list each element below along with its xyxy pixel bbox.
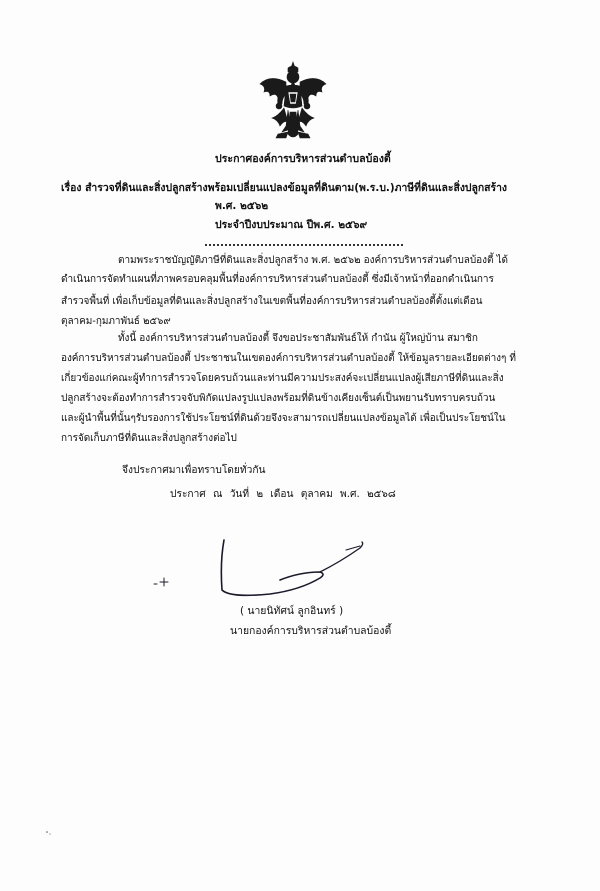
paragraph-2-line-6: การจัดเก็บภาษีที่ดินและสิ่งปลูกสร้างต่อไป (61, 433, 237, 444)
subject-line: เรื่อง สำรวจที่ดินและสิ่งปลูกสร้างพร้อมเปลี่ยนแปลงข้อมูลที่ดินตาม(พ.ร.บ.)ภาษีที่ดินและสิ่งปลูกสร้าง (61, 182, 507, 194)
act-year: พ.ศ. ๒๕๖๒ (215, 200, 269, 212)
signer-title: นายกองค์การบริหารส่วนตำบลบ้องตี้ (230, 625, 392, 637)
announcement-dateline: ประกาศ ณ วันที่ ๒ เดือน ตุลาคม พ.ศ. ๒๕๖๘ (170, 489, 396, 500)
paragraph-2-line-1: ทั้งนี้ องค์การบริหารส่วนตำบลบ้องตี้ จึงขอประชาสัมพันธ์ให้ กำนัน ผู้ใหญ่บ้าน สมาชิก (118, 333, 478, 344)
signer-name: ( นายนิทัศน์ ลูกอินทร์ ) (240, 605, 344, 617)
paragraph-2-line-2: องค์การบริหารส่วนตำบลบ้องตี้ ประชาชนในเขตองค์การบริหารส่วนตำบลบ้องตี้ ให้ข้อมูลรายละเอียดต่างๆ ที่ (61, 353, 516, 364)
fiscal-year: ประจำปีงบประมาณ ปีพ.ศ. ๒๕๖๙ (215, 219, 368, 231)
paragraph-2-line-5: และผู้นำพื้นที่นั้นๆรับรองการใช้ประโยชน์ที่ดินด้วยจึงจะสามารถเปลี่ยนแปลงข้อมูลได้ เพื่อเป็นประโยชน์ใน (61, 413, 506, 424)
paragraph-1-line-2: ดำเนินการจัดทำแผนที่ภาพครอบคลุมพื้นที่องค์การบริหารส่วนตำบลบ้องตี้ ซึ่งมีเจ้าหน้าที่ออกดำเนินการ (61, 274, 494, 285)
paragraph-1-line-4: ตุลาคม-กุมภาพันธ์ ๒๕๖๙ (61, 316, 171, 327)
paragraph-2-line-3: เกี่ยวข้องแก่คณะผู้ทำการสำรวจโดยครบถ้วนและท่านมีความประสงค์จะเปลี่ยนแปลงผู้เสียภาษีที่ดินและสิ่ง (61, 373, 504, 384)
paragraph-1-line-3: สำรวจพื้นที่ เพื่อเก็บข้อมูลที่ดินและสิ่งปลูกสร้างในเขตพื้นที่องค์การบริหารส่วนตำบลบ้องตี้ตั้งแต่เดือน (61, 296, 483, 307)
garuda-emblem-icon (258, 60, 328, 144)
paper-speck (44, 828, 54, 838)
paragraph-1-line-1: ตามพระราชบัญญัติภาษีที่ดินและสิ่งปลูกสร้าง พ.ศ. ๒๕๖๒ องค์การบริหารส่วนตำบลบ้องตี้ ได้ (118, 255, 508, 266)
announcement-closing: จึงประกาศมาเพื่อทราบโดยทั่วกัน (122, 465, 266, 476)
paragraph-2-line-4: ปลูกสร้างจะต้องทำการสำรวจจับพิกัดแปลงรูปแปลงพร้อมที่ดินข้างเคียงเซ็นต์เป็นพยานรับทราบครบถ้วน (61, 393, 496, 404)
dotted-divider (205, 244, 403, 246)
announcement-heading: ประกาศองค์การบริหารส่วนตำบลบ้องตี้ (215, 153, 391, 165)
